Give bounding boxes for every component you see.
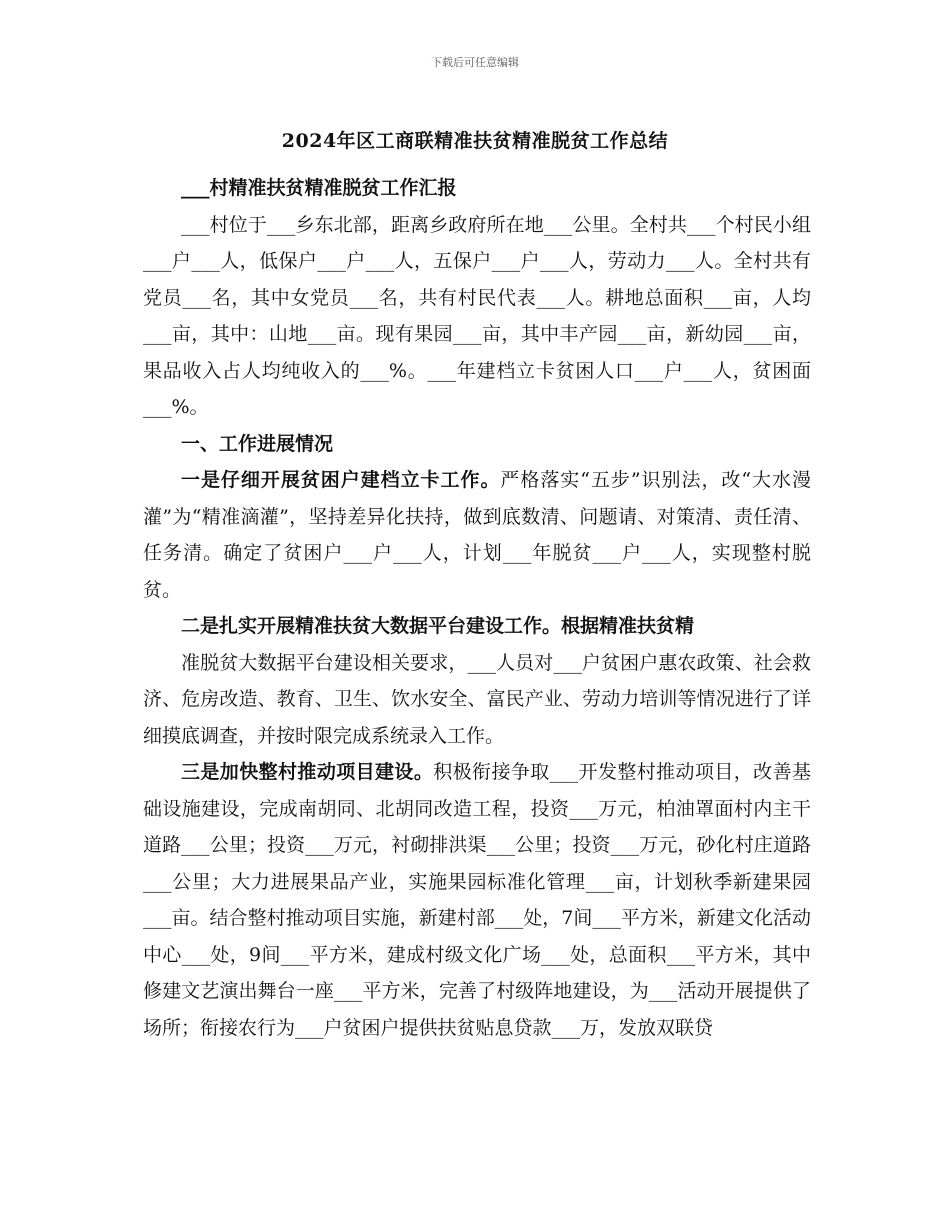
- item-2-paragraph: 准脱贫大数据平台建设相关要求，___人员对___户贫困户惠农政策、社会救济、危房改造、教育、卫生、饮水安全、富民产业、劳动力培训等情况进行了详细摸底调查，并按时限完成系统录入工作。: [143, 651, 811, 747]
- section-heading: 一、工作进展情况: [181, 432, 334, 455]
- document-title: 2024年区工商联精准扶贫精准脱贫工作总结: [281, 130, 669, 152]
- item-1-paragraph: [143, 462, 811, 608]
- document-body: [143, 170, 811, 1046]
- item-2-lead: 二是扎实开展精准扶贫大数据平台建设工作。根据精准扶贫精: [181, 615, 695, 637]
- page-header: 下载后可任意编辑: [431, 56, 519, 69]
- item-1-lead: 一是仔细开展贫困户建档立卡工作。: [181, 469, 501, 491]
- intro-paragraph: ___村位于___乡东北部，距离乡政府所在地___公里。全村共___个村民小组___户___人，低保户___户___人，五保户___户___人，劳动力___人。全村共有党员___名，其中女党员___名，共有村民代表___人。耕地总面积___亩，人均___亩，其中：山地___亩。现有果园___亩，其中丰产园___亩，新幼园___亩，果品收入占人均纯收入的___%。___年建档立卡贫困人口___户___人，贫困面___%。: [143, 213, 811, 418]
- report-subtitle: ___村精准扶贫精准脱贫工作汇报: [181, 177, 457, 199]
- item-1-text: 严格落实“五步”识别法，改“大水漫灌”为“精准滴灌”，坚持差异化扶持，做到底数清、问题请、对策清、责任清、任务清。确定了贫困户___户___人，计划___年脱贫___户___人，实现整村脱贫。: [143, 469, 811, 601]
- item-3-paragraph: [143, 754, 811, 1046]
- item-3-text: 积极衔接争取___开发整村推动项目，改善基础设施建设，完成南胡同、北胡同改造工程，投资___万元，柏油罩面村内主干道路___公里；投资___万元，衬砌排洪渠___公里；投资___万元，砂化村庄道路___公里；大力进展果品产业，实施果园标准化管理___亩，计划秋季新建果园___亩。结合整村推动项目实施，新建村部___处，7间___平方米，新建文化活动中心___处，9间___平方米，建成村级文化广场___处，总面积___平方米，其中修建文艺演出舞台一座___平方米，完善了村级阵地建设，为___活动开展提供了场所；衔接农行为___户贫困户提供扶贫贴息贷款___万，发放双联贷: [143, 761, 811, 1039]
- item-3-lead: 三是加快整村推动项目建设。: [181, 761, 434, 783]
